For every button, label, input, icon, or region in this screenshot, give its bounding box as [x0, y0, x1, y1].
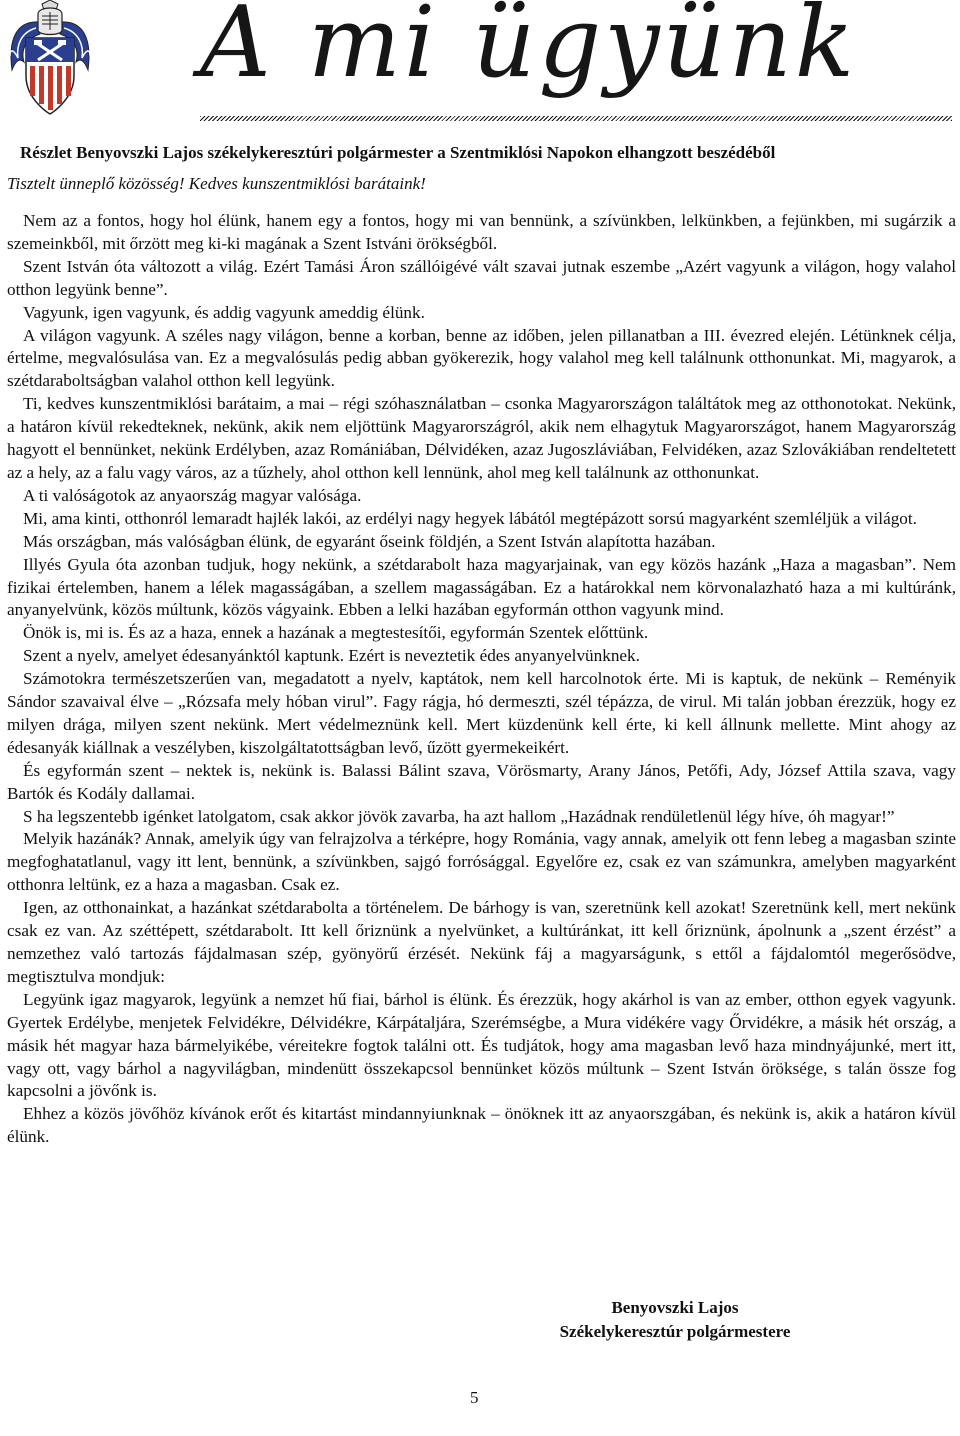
paragraph: S ha legszentebb igénket latolgatom, csak akkor jövök zavarba, ha azt hallom „Hazádnak rendületlenül légy híve, óh magyar!” [23, 806, 895, 826]
page-number: 5 [470, 1388, 479, 1407]
paragraph: Melyik hazánák? Annak, amelyik úgy van felrajzolva a térképre, hogy Románia, vagy annak, amelyik ott fenn lebeg a magasban szinte megfoghatatlanul, vagy itt lent, bennünk, a szívünkben, sajgó forrósággal. Egyelőre ez, csak ez van számunkra, amelyben magyarként otthonra leltünk, ez a haza a magasban. Csak ez. [7, 829, 956, 895]
article-body [7, 210, 956, 1149]
paragraph: Szent István óta változott a világ. Ezért Tamási Áron szállóigévé vált szavai jutnak eszembe „Azért vagyunk a világon, hogy valahol otthon legyünk benne”. [7, 256, 956, 299]
paragraph: Számotokra természetszerűen van, megadatott a nyelv, kaptátok, nem kell harcolnotok érte. Mi is kaptuk, de nekünk – Reményik Sándor szavaival élve – „Rózsafa mely hóban virul”. Fagy rágja, hó dermeszti, szél tépázza, de virul. Mi talán jobban érezzük, hogy ez milyen drága, milyen szent nekünk. Mert védelmeznünk kell. Mert küzdenünk kell érte, ki kell állnunk mellette. Mint ahogy az édesanyák kiállnak a veszélyben, kiszolgáltatottságban levő, űzött gyermekeikért. [7, 669, 956, 757]
paragraph: Mi, ama kinti, otthonról lemaradt hajlék lakói, az erdélyi nagy hegyek lábától megtépázott sorsú magyarként szemléljük a világot. [23, 508, 917, 528]
masthead-rule [200, 116, 952, 121]
paragraph: Vagyunk, igen vagyunk, és addig vagyunk ameddig élünk. [23, 302, 425, 322]
paragraph: Legyünk igaz magyarok, legyünk a nemzet hű fiai, bárhol is élünk. És érezzük, hogy akárhol is van az ember, otthon egyek vagyunk. Gyertek Erdélybe, menjetek Felvidékre, Délvidékre, Kárpátaljára, Szerémségbe, a Mura vidékére vagy Őrvidékre, a másik hét ország, a másik hét magyar haza bármelyikébe, véreitekre fogtok találni ott. És tudjátok, hogy ama magasban levő haza mindnyájunké, mert itt, vagy ott, vagy bárhol a nagyvilágban, mindenütt összekapcsol bennünket közös múltunk – Szent István öröksége, s talán össze fog kapcsolni a jövőnk is. [7, 989, 956, 1101]
signature-block [520, 1296, 830, 1344]
article-subtitle: Részlet Benyovszki Lajos székelykeresztúri polgármester a Szentmiklósi Napokon elhangzott beszédéből [20, 143, 776, 162]
paragraph: Önök is, mi is. És az a haza, ennek a hazának a megtestesítői, egyformán Szentek előttünk. [23, 623, 649, 643]
signature-name: Benyovszki Lajos [611, 1298, 739, 1317]
greeting: Tisztelt ünneplő közösség! Kedves kunszentmiklósi barátaink! [7, 174, 426, 193]
paragraph: Más országban, más valóságban élünk, de egyaránt őseink földjén, a Szent István alapította hazában. [23, 531, 716, 551]
paragraph: Illyés Gyula óta azonban tudjuk, hogy nekünk, a szétdarabolt haza magyarjainak, van egy közös hazánk „Haza a magasban”. Nem fizikai értelemben, hanem a lélek magasságában, a szellem magasságában. Ez a határokkal nem körvonalazható haza a mi kultúránk, anyanyelvünk, közös múltunk, közös vágyaink. Ebben a lelki hazában egyformán otthon vagyunk mind. [7, 554, 956, 620]
paragraph: A világon vagyunk. A széles nagy világon, benne a korban, benne az időben, jelen pillanatban a III. évezred elején. Létünknek célja, értelme, megvalósulása van. Ez a megvalósulás pedig abban gyökerezik, hogy valahol meg kell találnunk otthonunkat. Mi, magyarok, a szétdaraboltságban valahol otthon kell legyünk. [7, 325, 956, 391]
masthead-title: A mi ügyünk [200, 0, 858, 100]
paragraph: És egyformán szent – nektek is, nekünk is. Balassi Bálint szava, Vörösmarty, Arany János, Petőfi, Ady, József Attila szava, vagy Bartók és Kodály dallamai. [7, 760, 956, 803]
paragraph: Nem az a fontos, hogy hol élünk, hanem egy a fontos, hogy mi van bennünk, a szívünkben, lelkünkben, a fejünkben, mi sugárzik a szemeinkből, mit őrzött meg ki-ki magának a Szent Istváni örökségből. [7, 211, 956, 253]
coat-of-arms-icon [6, 0, 94, 120]
signature-title: Székelykeresztúr polgármestere [559, 1322, 791, 1341]
paragraph: Ehhez a közös jövőhöz kívánok erőt és kitartást mindannyiunknak – önöknek itt az anyaorszgában, és nekünk is, akik a határon kívül élünk. [7, 1104, 956, 1147]
paragraph: Ti, kedves kunszentmiklósi barátaim, a mai – régi szóhasználatban – csonka Magyarországon találtátok meg az otthonotokat. Nekünk, a határon kívül rekedteknek, nekünk, akik nem eljöttünk Magyarországról, akik nem elhagytuk Magyarországot, hanem Magyarország hagyott el bennünket, nekünk Erdélyben, azaz Romániában, Délvidéken, azaz Jugoszláviában, Felvidéken, azaz Szlovákiában rendeltetett az a hely, az a falu vagy város, az a tűzhely, ahol otthon kell lennünk, ahol meg kell találnunk az otthonunkat. [7, 394, 956, 482]
paragraph: Igen, az otthonainkat, a hazánkat szétdarabolta a történelem. De bárhogy is van, szeretnünk kell azokat! Szeretnünk kell, mert nekünk csak ez van. Az széttépett, szétdarabolt. Itt kell őriznünk a nyelvünket, a kultúránkat, itt kell őriznünk, ápolnunk a „szent érzést” a nemzethez való tartozás fájdalmasan szép, gyönyörű érzését. Nekünk fáj a magyarságunk, s ettől a fájdalomtól megerősödve, megtisztulva mondjuk: [7, 898, 956, 986]
paragraph: Szent a nyelv, amelyet édesanyánktól kaptunk. Ezért is neveztetik édes anyanyelvünknek. [23, 646, 640, 666]
paragraph: A ti valóságotok az anyaország magyar valósága. [23, 485, 362, 505]
